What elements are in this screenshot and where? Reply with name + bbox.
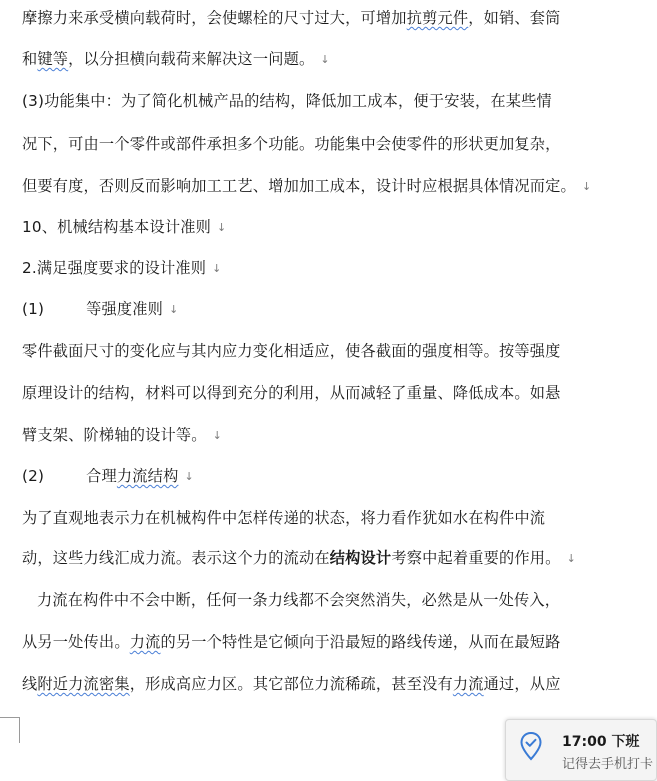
text-line-14	[22, 548, 576, 570]
paragraph-mark: ↓	[169, 303, 179, 316]
reminder-notification[interactable]	[505, 719, 657, 781]
heading-design-criteria	[22, 217, 226, 239]
spellcheck-flagged-text[interactable]: 力流	[452, 675, 484, 693]
text-run: (3)功能集中：为了简化机械产品的结构，降低加工成本，便于安装，在某些情	[22, 92, 552, 110]
text-line-5	[22, 176, 591, 198]
spellcheck-flagged-text[interactable]: 键等	[37, 50, 69, 68]
text-line-16	[22, 632, 561, 652]
text-line-11	[22, 425, 222, 447]
list-item-title: 合理	[86, 467, 117, 485]
text-run: 但要有度，否则反而影响加工工艺、增加加工成本，设计时应根据具体情况而定。	[22, 177, 576, 195]
paragraph-mark: ↓	[212, 429, 223, 442]
text-line-3	[22, 91, 552, 111]
list-number: (2)	[22, 467, 45, 485]
page-corner-mark	[0, 717, 19, 718]
text-line-15	[37, 590, 560, 610]
list-item-1	[22, 299, 178, 321]
spellcheck-flagged-text[interactable]: 力流结构	[116, 467, 179, 485]
text-run: ，以分担横向载荷来解决这一问题。	[68, 50, 315, 68]
notification-title: 17:00 下班	[562, 734, 640, 750]
text-run: 2.满足强度要求的设计准则	[22, 259, 207, 277]
text-line-9	[22, 341, 561, 361]
paragraph-mark: ↓	[217, 221, 227, 234]
text-run: 动，这些力线汇成力流。表示这个力的流动在	[22, 549, 330, 567]
paragraph-mark: ↓	[566, 552, 576, 565]
notification-message: 记得去手机打卡	[562, 757, 654, 772]
list-item-title: 等强度准则	[86, 300, 164, 318]
text-run: 通过，从应	[483, 675, 561, 693]
page-corner-mark	[19, 717, 20, 743]
heading-strength-criteria	[22, 258, 222, 280]
text-line-2	[22, 49, 330, 71]
text-run: 摩擦力来承受横向载荷时，会使螺栓的尺寸过大，可增加	[22, 9, 407, 27]
paragraph-mark: ↓	[184, 470, 194, 483]
text-run: 零件截面尺寸的变化应与其内应力变化相适应，使各截面的强度相等。按等强度	[22, 342, 561, 360]
paragraph-mark: ↓	[581, 180, 592, 193]
text-run: ，如销、套筒	[468, 9, 561, 27]
text-run: 原理设计的结构，材料可以得到充分的利用，从而减轻了重量、降低成本。如悬	[22, 384, 561, 402]
spellcheck-flagged-text[interactable]: 力流	[129, 633, 161, 651]
text-run: 和	[22, 50, 38, 68]
spellcheck-flagged-text[interactable]: 抗剪元件	[406, 9, 469, 27]
text-run: 线	[22, 675, 38, 693]
text-line-1	[22, 8, 561, 28]
text-run: 的另一个特性是它倾向于沿最短的路线传递，从而在最短路	[160, 633, 561, 651]
text-run: 况下，可由一个零件或部件承担多个功能。功能集中会使零件的形状更加复杂，	[22, 135, 561, 153]
text-run: 考察中起着重要的作用。	[391, 549, 561, 567]
text-line-17	[22, 674, 561, 694]
text-line-13	[22, 508, 545, 528]
text-run: 从另一处传出。	[22, 633, 130, 651]
text-line-10	[22, 383, 561, 403]
paragraph-mark: ↓	[320, 53, 330, 66]
list-item-2	[22, 466, 194, 488]
text-run: 10、机械结构基本设计准则	[22, 218, 211, 236]
text-run: ，形成高应力区。其它部位力流稀疏，甚至没有	[129, 675, 453, 693]
spellcheck-flagged-text[interactable]: 附近力流密集	[37, 675, 130, 693]
text-run: 力流在构件中不会中断，任何一条力线都不会突然消失，必然是从一处传入，	[37, 591, 561, 609]
text-line-4	[22, 134, 561, 154]
list-number: (1)	[22, 300, 45, 318]
paragraph-mark: ↓	[212, 262, 222, 275]
bold-text: 结构设计	[329, 549, 392, 567]
location-pin-icon	[520, 732, 542, 760]
text-run: 臂支架、阶梯轴的设计等。	[22, 426, 207, 444]
text-run: 为了直观地表示力在机械构件中怎样传递的状态，将力看作犹如水在构件中流	[22, 509, 546, 527]
